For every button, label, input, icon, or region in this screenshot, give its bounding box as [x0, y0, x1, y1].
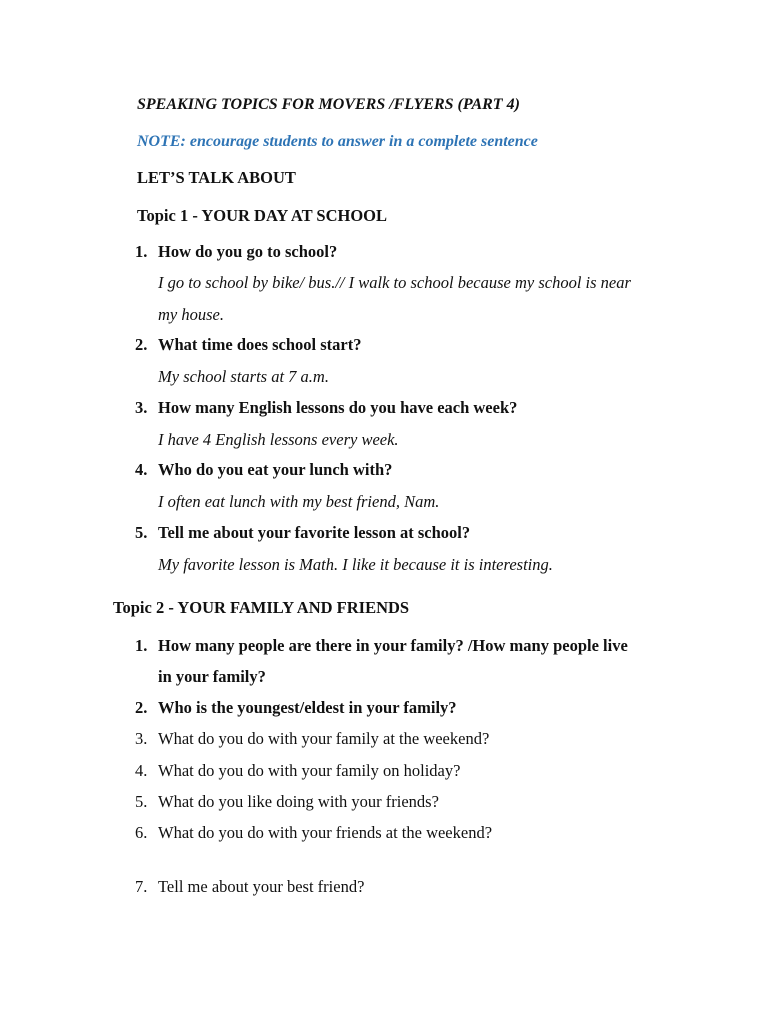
question-text: How do you go to school?	[158, 242, 338, 261]
question-number: 4.	[135, 460, 148, 479]
topic1-question-3	[135, 398, 517, 418]
question-text: What do you do with your friends at the weekend?	[158, 823, 493, 842]
question-text: What time does school start?	[158, 335, 362, 354]
question-number: 3.	[135, 729, 148, 748]
document-title: SPEAKING TOPICS FOR MOVERS /FLYERS (PART 4)	[137, 96, 520, 113]
topic2-question-5	[135, 792, 439, 812]
topic2-question-2	[135, 698, 457, 718]
topic1-question-1	[135, 242, 337, 262]
topic1-answer-4: I often eat lunch with my best friend, Nam.	[158, 492, 440, 511]
question-number: 1.	[135, 636, 148, 655]
question-text: Tell me about your best friend?	[158, 877, 365, 896]
topic1-answer-5: My favorite lesson is Math. I like it because it is interesting.	[158, 555, 553, 574]
topic1-heading: Topic 1 - YOUR DAY AT SCHOOL	[137, 206, 387, 225]
question-number: 1.	[135, 242, 148, 261]
question-text: What do you like doing with your friends?	[158, 792, 439, 811]
question-number: 4.	[135, 761, 148, 780]
question-text: How many people are there in your family? /How many people live	[158, 636, 628, 655]
question-text: Who do you eat your lunch with?	[158, 460, 393, 479]
topic2-question-1-line2: in your family?	[158, 667, 266, 686]
question-text: What do you do with your family on holiday?	[158, 761, 461, 780]
topic1-question-5	[135, 523, 470, 543]
topic2-question-3	[135, 729, 489, 749]
question-number: 7.	[135, 877, 148, 896]
topic1-answer-3: I have 4 English lessons every week.	[158, 430, 399, 449]
topic2-question-7	[135, 877, 364, 897]
question-number: 5.	[135, 792, 148, 811]
question-text: Who is the youngest/eldest in your family?	[158, 698, 457, 717]
topic1-answer-2: My school starts at 7 a.m.	[158, 367, 329, 386]
question-number: 2.	[135, 335, 148, 354]
question-number: 6.	[135, 823, 148, 842]
topic2-heading: Topic 2 - YOUR FAMILY AND FRIENDS	[113, 598, 410, 617]
question-number: 2.	[135, 698, 148, 717]
question-text: Tell me about your favorite lesson at school?	[158, 523, 471, 542]
question-number: 3.	[135, 398, 148, 417]
topic2-question-4	[135, 761, 460, 781]
intro-heading: LET’S TALK ABOUT	[137, 168, 296, 187]
teacher-note: NOTE: encourage students to answer in a complete sentence	[137, 133, 538, 150]
topic1-question-2	[135, 335, 361, 355]
topic2-question-6	[135, 823, 492, 843]
question-text: What do you do with your family at the weekend?	[158, 729, 490, 748]
question-text: How many English lessons do you have each week?	[158, 398, 518, 417]
topic1-answer-1-line1: I go to school by bike/ bus.// I walk to school because my school is near	[158, 273, 631, 292]
topic2-question-1	[135, 636, 628, 656]
topic1-question-4	[135, 460, 392, 480]
question-number: 5.	[135, 523, 148, 542]
topic1-answer-1-line2: my house.	[158, 305, 224, 324]
